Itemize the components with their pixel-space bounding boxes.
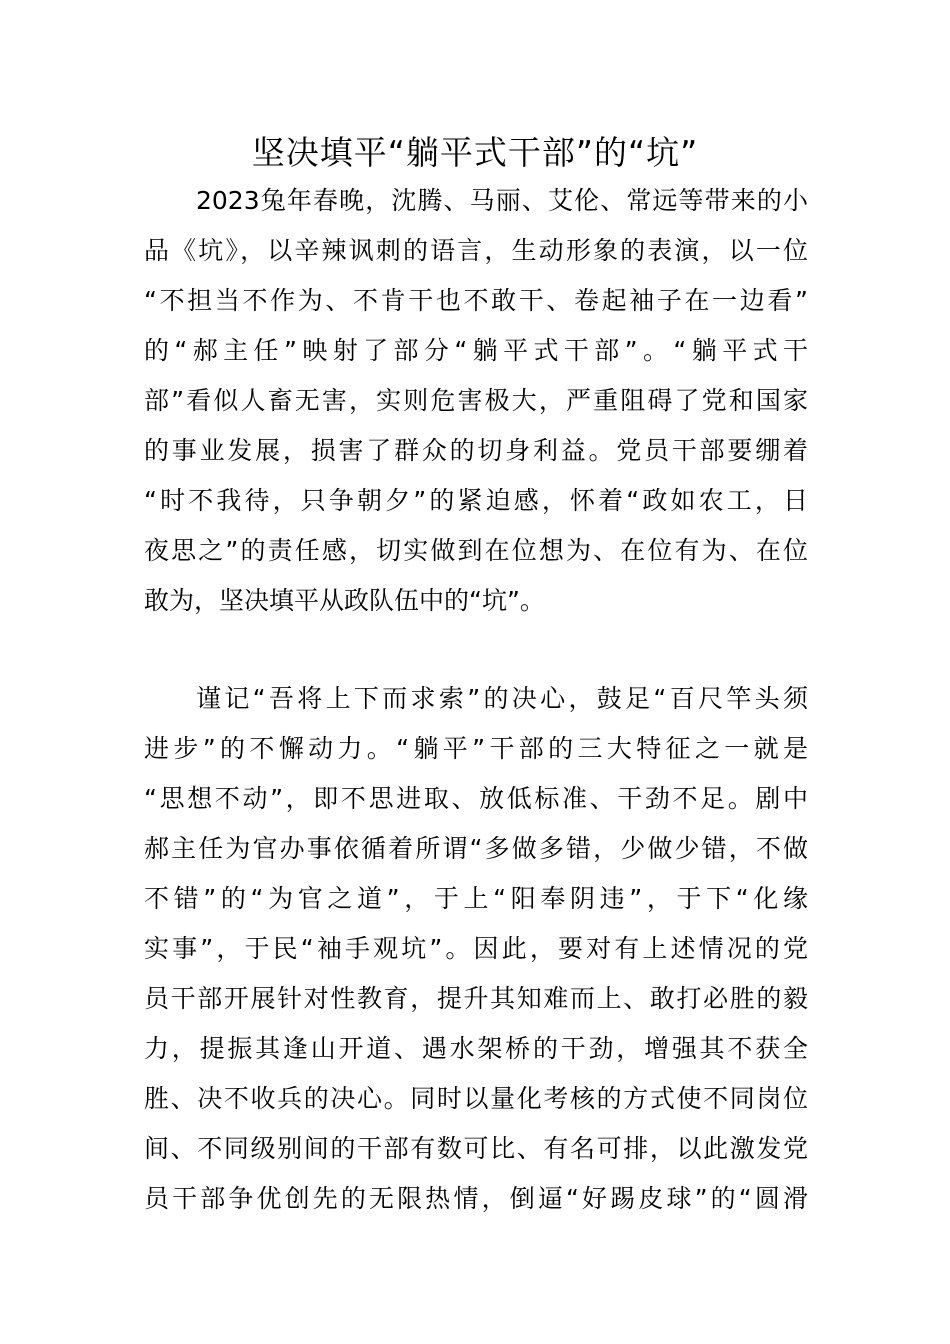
paragraph-line: 部”看似人畜无害，实则危害极大，严重阻碍了党和国家 bbox=[144, 386, 808, 415]
paragraph-line: 品《坑》，以辛辣讽刺的语言，生动形象的表演，以一位 bbox=[144, 236, 808, 265]
paragraph-line: 胜、决不收兵的决心。同时以量化考核的方式使不同岗位 bbox=[144, 1084, 808, 1113]
paragraph-line: 郝主任为官办事依循着所谓“多做多错，少做少错，不做 bbox=[144, 834, 808, 863]
paragraph-line: 员干部争优创先的无限热情，倒逼“好踢皮球”的“圆滑 bbox=[144, 1184, 808, 1213]
paragraph-line: “不担当不作为、不肯干也不敢干、卷起袖子在一边看” bbox=[144, 286, 808, 315]
paragraph-line: 谨记“吾将上下而求索”的决心，鼓足“百尺竿头须 bbox=[196, 684, 808, 713]
paragraph-line: “时不我待，只争朝夕”的紧迫感，怀着“政如农工，日 bbox=[144, 486, 808, 515]
paragraph-line: “思想不动”，即不思进取、放低标准、干劲不足。剧中 bbox=[144, 784, 808, 813]
paragraph-line: 的事业发展，损害了群众的切身利益。党员干部要绷着 bbox=[144, 436, 808, 465]
paragraph-line: 进步”的不懈动力。“躺平”干部的三大特征之一就是 bbox=[144, 734, 808, 763]
paragraph-line: 员干部开展针对性教育，提升其知难而上、敢打必胜的毅 bbox=[144, 984, 808, 1013]
paragraph-line: 2023兔年春晚，沈腾、马丽、艾伦、常远等带来的小 bbox=[196, 186, 808, 215]
paragraph-line: 的“郝主任”映射了部分“躺平式干部”。“躺平式干 bbox=[144, 336, 808, 365]
paragraph-line: 敢为，坚决填平从政队伍中的“坑”。 bbox=[144, 586, 545, 615]
document-title: 坚决填平“躺平式干部”的“坑” bbox=[251, 133, 699, 172]
paragraph-line: 实事”，于民“袖手观坑”。因此，要对有上述情况的党 bbox=[144, 934, 808, 963]
paragraph-line: 夜思之”的责任感，切实做到在位想为、在位有为、在位 bbox=[144, 536, 808, 565]
paragraph-line: 不错”的“为官之道”，于上“阳奉阴违”，于下“化缘 bbox=[144, 884, 808, 913]
paragraph-line: 间、不同级别间的干部有数可比、有名可排，以此激发党 bbox=[144, 1134, 808, 1163]
paragraph-line: 力，提振其逢山开道、遇水架桥的干劲，增强其不获全 bbox=[144, 1034, 808, 1063]
